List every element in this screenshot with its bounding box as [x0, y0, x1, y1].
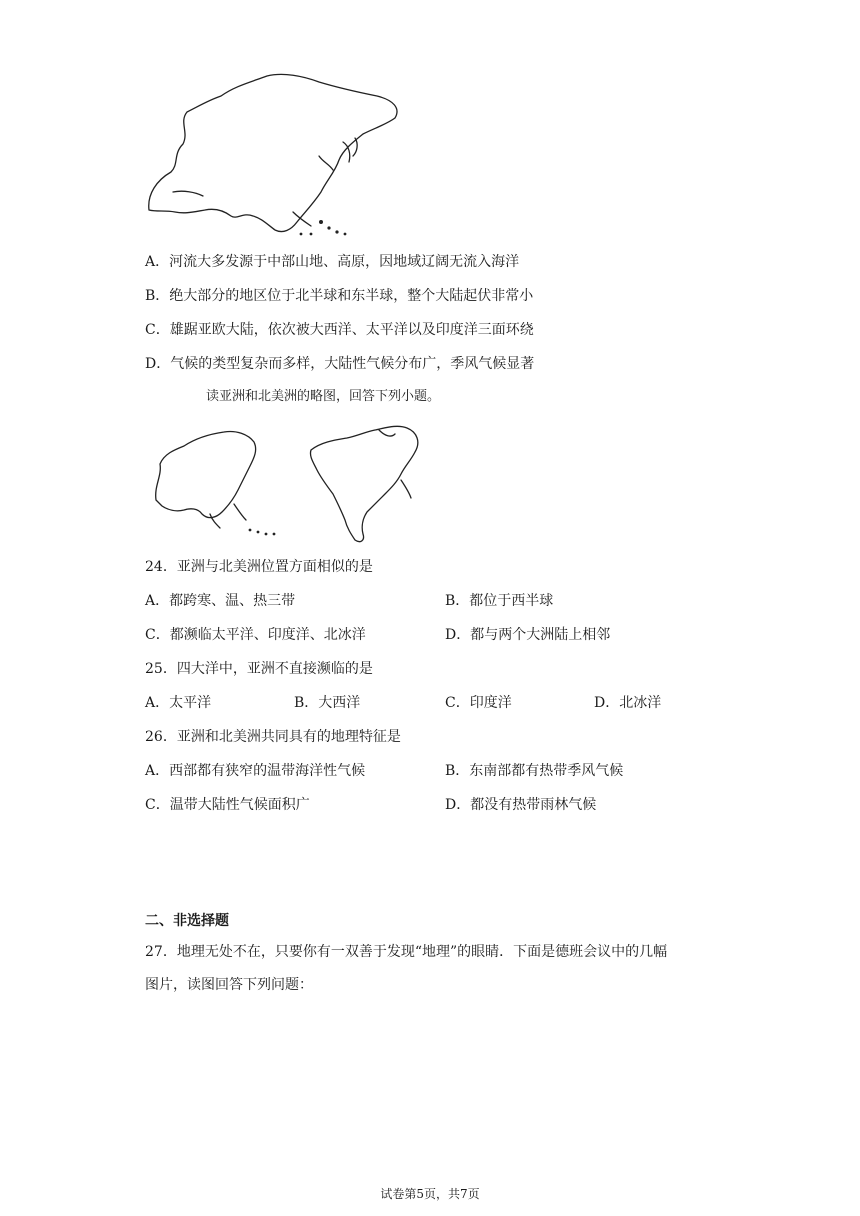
q24-option-a: A．都跨寒、温、热三带 — [145, 593, 296, 609]
north-america-map — [305, 420, 425, 546]
q25-option-b: B．大西洋 — [294, 695, 361, 711]
q25-stem: 25．四大洋中，亚洲不直接濒临的是 — [145, 661, 373, 677]
q24-option-c: C．都濒临太平洋、印度洋、北冰洋 — [145, 627, 366, 643]
asia-map-large — [143, 72, 405, 240]
q26-option-a: A．西部都有狭窄的温带海洋性气候 — [145, 763, 366, 779]
q24-option-b: B．都位于西半球 — [445, 593, 554, 609]
q25-option-c: C．印度洋 — [445, 695, 512, 711]
q26-option-c: C．温带大陆性气候面积广 — [145, 797, 310, 813]
q25-option-d: D．北冰洋 — [594, 695, 662, 711]
q25-option-a: A．太平洋 — [145, 695, 212, 711]
q23-option-c: C．雄踞亚欧大陆，依次被大西洋、太平洋以及印度洋三面环绕 — [145, 322, 534, 338]
q26-option-b: B．东南部都有热带季风气候 — [445, 763, 624, 779]
q27-stem-line1: 27．地理无处不在，只要你有一双善于发现“地理”的眼睛．下面是德班会议中的几幅 — [145, 944, 668, 960]
q23-option-b: B．绝大部分的地区位于北半球和东半球，整个大陆起伏非常小 — [145, 288, 534, 304]
page-footer: 试卷第5页，共7页 — [380, 1187, 480, 1201]
q26-option-d: D．都没有热带雨林气候 — [445, 797, 597, 813]
q26-stem: 26．亚洲和北美洲共同具有的地理特征是 — [145, 729, 401, 745]
q23-option-d: D．气候的类型复杂而多样，大陆性气候分布广，季风气候显著 — [145, 356, 535, 372]
q24-stem: 24．亚洲与北美洲位置方面相似的是 — [145, 559, 373, 575]
q27-stem-line2: 图片，读图回答下列问题： — [145, 977, 313, 993]
asia-map-small — [150, 424, 280, 544]
q24-option-d: D．都与两个大洲陆上相邻 — [445, 627, 611, 643]
question-group-intro: 读亚洲和北美洲的略图，回答下列小题。 — [206, 389, 441, 404]
q23-option-a: A．河流大多发源于中部山地、高原，因地域辽阔无流入海洋 — [145, 254, 520, 270]
section-heading: 二、非选择题 — [145, 913, 229, 929]
